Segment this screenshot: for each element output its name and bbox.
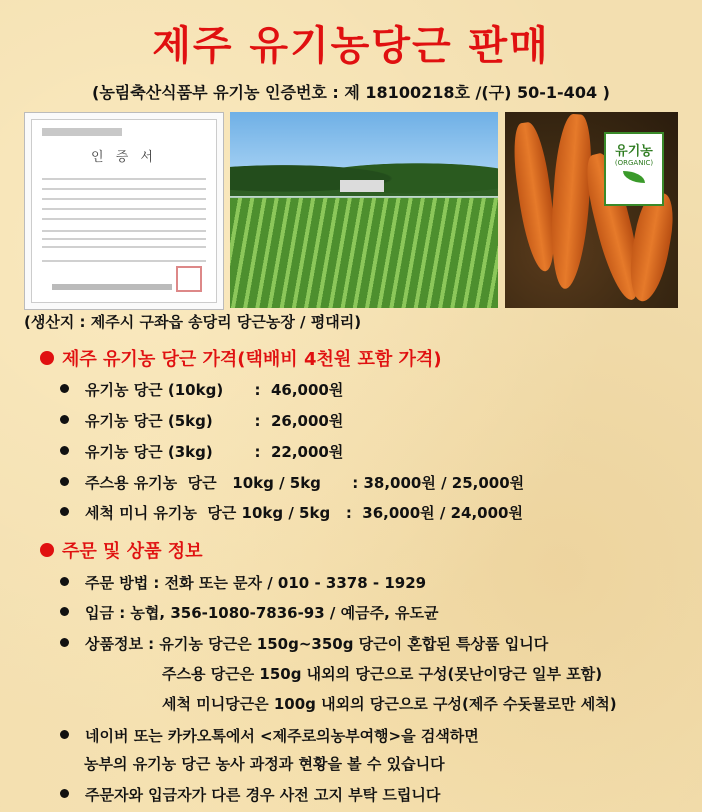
bullet-icon — [60, 446, 69, 455]
organic-badge — [604, 132, 664, 206]
carrot-field-photo — [230, 112, 498, 308]
order-item: 주문 방법 : 전화 또는 문자 / 010 - 3378 - 1929 — [60, 572, 426, 593]
red-bullet-icon — [40, 351, 54, 365]
certificate-title: 인 증 서 — [91, 150, 157, 165]
product-detail-line: 세척 미니당근은 100g 내외의 당근으로 구성(제주 수돗물로만 세척) — [162, 695, 617, 713]
seal-stamp — [176, 266, 202, 292]
price-section-heading: 제주 유기농 당근 가격(택배비 4천원 포함 가격) — [40, 345, 442, 371]
origin-text: (생산지 : 제주시 구좌읍 송당리 당근농장 / 평대리) — [24, 313, 362, 331]
page-title: 제주 유기농당근 판매 — [152, 23, 550, 69]
carrots-photo — [505, 112, 678, 308]
certification-subtitle: (농림축산식품부 유기농 인증번호 : 제 18100218호 /(구) 50-1-404 ) — [92, 83, 610, 102]
leaf-icon — [623, 171, 645, 183]
certificate-image — [24, 112, 224, 310]
bullet-icon — [60, 477, 69, 486]
bullet-icon — [60, 789, 69, 798]
bullet-icon — [60, 415, 69, 424]
order-section-heading: 주문 및 상품 정보 — [40, 537, 203, 563]
naver-search-item: 네이버 또는 카카오톡에서 <제주로의농부여행>을 검색하면 — [60, 725, 479, 746]
price-item: 주스용 유기농 당근 10kg / 5kg : 38,000원 / 25,000원 — [60, 472, 524, 493]
naver-search-continuation: 농부의 유기농 당근 농사 과정과 현황을 볼 수 있습니다 — [84, 755, 445, 773]
bullet-icon — [60, 384, 69, 393]
bullet-icon — [60, 507, 69, 516]
product-detail-line: 주스용 당근은 150g 내외의 당근으로 구성(못난이당근 일부 포함) — [162, 665, 603, 683]
price-item: 유기농 당근 (3kg) : 22,000원 — [60, 441, 343, 462]
bullet-icon — [60, 607, 69, 616]
red-bullet-icon — [40, 543, 54, 557]
bullet-icon — [60, 638, 69, 647]
bullet-icon — [60, 577, 69, 586]
price-item: 유기농 당근 (10kg) : 46,000원 — [60, 379, 343, 400]
order-item: 상품정보 : 유기농 당근은 150g~350g 당근이 혼합된 특상품 입니다 — [60, 633, 548, 654]
organic-badge-label: 유기농 — [615, 144, 653, 159]
price-item: 유기농 당근 (5kg) : 26,000원 — [60, 410, 343, 431]
bullet-icon — [60, 730, 69, 739]
price-item: 세척 미니 유기농 당근 10kg / 5kg : 36,000원 / 24,000원 — [60, 502, 523, 523]
order-item: 입금 : 농협, 356-1080-7836-93 / 예금주, 유도균 — [60, 602, 438, 623]
notice-item: 주문자와 입금자가 다른 경우 사전 고지 부탁 드립니다 — [60, 784, 440, 805]
organic-badge-english: (ORGANIC) — [614, 159, 654, 167]
